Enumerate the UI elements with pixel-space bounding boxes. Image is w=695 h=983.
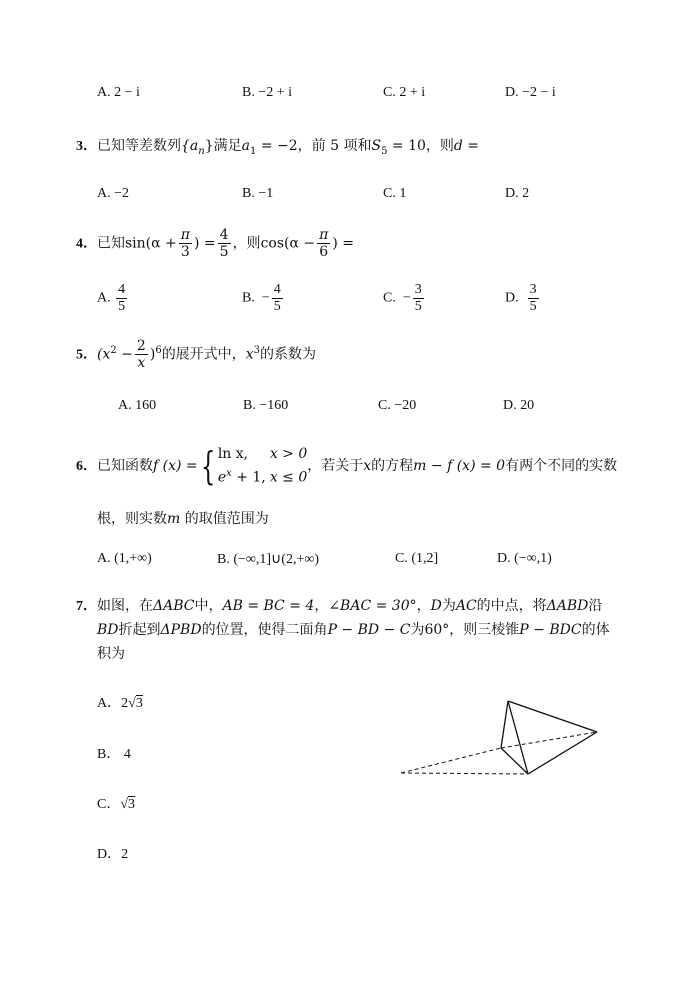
q6-case-2-e: e xyxy=(217,469,227,486)
q3-option-c[interactable]: C. 1 xyxy=(383,186,407,201)
q6-stem xyxy=(76,444,617,488)
q4-frac-pi6-den: 6 xyxy=(319,244,329,260)
q4-option-b-label: B. xyxy=(242,290,255,306)
q7-option-b[interactable]: B． 4 xyxy=(97,747,131,762)
q3-number: 3． xyxy=(76,139,97,154)
q4-option-b-neg: − xyxy=(261,290,270,306)
q6-f: f (x) = xyxy=(153,457,198,474)
q7-abd: ΔABD xyxy=(546,598,589,614)
q6-case-1-expr: ln x, xyxy=(217,446,249,462)
q7-pbd: ΔPBD xyxy=(160,622,202,638)
q7-pyramid-figure xyxy=(395,690,605,780)
q3-s5: S xyxy=(371,138,382,154)
q6-option-b[interactable]: B. (−∞,1]∪(2,+∞) xyxy=(217,552,319,567)
q3-a1-sub: 1 xyxy=(250,145,257,157)
q6-text-2: ，若关于 xyxy=(307,457,364,474)
q7-deg: 60° xyxy=(424,622,450,638)
q4-eq: ) = xyxy=(193,235,216,252)
q6-text-1: 已知函数 xyxy=(97,457,153,474)
q5-sq: 2 xyxy=(110,344,117,356)
q6-option-a[interactable]: A. (1,+∞) xyxy=(97,551,152,566)
q6-case-2-cond: x ≤ 0 xyxy=(269,469,308,486)
q3-text-1: 已知等差数列 xyxy=(97,138,181,154)
q4-option-b-den: 5 xyxy=(273,299,281,314)
q6-line2-b: 的取值范围为 xyxy=(180,511,269,527)
q6-option-d[interactable]: D. (−∞,1) xyxy=(497,551,552,566)
q7-option-c-sqrt-icon: √ xyxy=(120,797,129,812)
q7-l1a: 如图，在 xyxy=(97,598,153,614)
q6-case-1 xyxy=(218,444,307,464)
q4-option-c-neg: − xyxy=(402,290,411,306)
q7-option-a-radicand: 3 xyxy=(135,696,143,711)
q7-l1g: 沿 xyxy=(588,598,603,614)
q7-BD: BD xyxy=(97,622,119,638)
q4-option-d-num: 3 xyxy=(529,282,537,297)
q5-lp: (x xyxy=(97,346,111,363)
q4-cos: cos(α − xyxy=(260,235,316,252)
q4-frac-45-den: 5 xyxy=(219,244,229,260)
q5-text-1: 的展开式中， xyxy=(161,346,246,363)
q3-seq: {a xyxy=(181,138,199,154)
q6-brace: { xyxy=(200,443,215,488)
q7-l1f: 的中点，将 xyxy=(476,598,547,614)
q4-option-a-frac xyxy=(116,282,127,315)
q6-stem-line2 xyxy=(97,508,269,528)
q5-frac-den: x xyxy=(137,355,146,371)
q6-case-2-exp: x xyxy=(226,468,232,479)
q4-option-a-num: 4 xyxy=(118,282,126,297)
q7-l2c: 为 xyxy=(410,622,425,638)
q6-x: x xyxy=(363,457,372,474)
q4-option-c[interactable] xyxy=(383,282,426,315)
q6-case-2 xyxy=(218,464,307,488)
q3-s5-sub: 5 xyxy=(381,145,388,157)
q7-l2b: 的位置，使得二面角 xyxy=(201,622,328,638)
q7-edge-pb xyxy=(501,701,508,748)
q4-option-d-den: 5 xyxy=(529,299,537,314)
q7-l2a: 折起到 xyxy=(118,622,161,638)
q4-option-c-num: 3 xyxy=(414,282,422,297)
q4-option-c-label: C. xyxy=(383,290,396,306)
q7-D: D xyxy=(430,598,442,614)
q5-number: 5． xyxy=(76,347,97,363)
q5-frac-num: 2 xyxy=(136,338,146,354)
q4-text-2: ，则 xyxy=(232,235,261,252)
q5-text-2: 的系数为 xyxy=(259,346,316,363)
q7-option-c[interactable] xyxy=(97,793,135,813)
q5-three: 3 xyxy=(253,344,260,356)
q3-text-3: ，前 5 项和 xyxy=(297,138,372,154)
q7-edge-pc xyxy=(508,701,597,732)
q4-frac-pi6 xyxy=(317,227,330,260)
q7-option-c-label: C． xyxy=(97,797,121,812)
q4-frac-pi6-num: π xyxy=(319,227,329,243)
q7-edge-pd xyxy=(508,701,528,774)
q3-a1-eq: = −2 xyxy=(256,138,298,154)
q3-option-a[interactable]: A. −2 xyxy=(97,186,130,201)
q7-l2d: ，则三棱锥 xyxy=(449,622,520,638)
q7-edge-dc xyxy=(528,732,597,774)
q7-l2e: 的体 xyxy=(581,622,610,638)
q6-m: m xyxy=(167,511,181,527)
q7-stem-line1 xyxy=(76,595,602,615)
q3-option-b[interactable]: B. −1 xyxy=(242,186,274,201)
q7-option-a[interactable] xyxy=(97,692,143,712)
q7-pbdc: P − BDC xyxy=(519,622,582,638)
q3-d-eq: = xyxy=(462,138,480,154)
q4-frac-45-num: 4 xyxy=(219,227,229,243)
q4-sin: sin(α + xyxy=(125,235,177,252)
q2-option-a[interactable]: A. 2 − i xyxy=(97,85,140,100)
q7-option-a-sqrt-icon: √ xyxy=(128,696,136,711)
q5-six: 6 xyxy=(155,344,162,356)
q5-option-b[interactable]: B. −160 xyxy=(243,398,289,413)
q5-frac xyxy=(135,338,148,371)
q6-case-2-rest: + 1, xyxy=(231,469,266,486)
q4-frac-pi3-den: 3 xyxy=(180,244,190,260)
q5-option-d[interactable]: D. 20 xyxy=(503,398,535,413)
q7-l1b: 中， xyxy=(194,598,223,614)
q5-x3: x xyxy=(245,346,254,363)
q4-option-d-frac xyxy=(528,282,539,315)
q4-stem xyxy=(76,227,354,260)
q6-case-1-cond: x > 0 xyxy=(269,446,308,462)
q4-frac-pi3-num: π xyxy=(180,227,190,243)
q7-tri1: ΔABC xyxy=(153,598,195,614)
q6-case-2-expr xyxy=(218,464,270,488)
q3-seq-end: } xyxy=(204,138,214,154)
q7-bac: ∠BAC = 30° xyxy=(328,598,417,614)
q7-option-c-radicand: 3 xyxy=(128,797,136,812)
q6-text-4: 有两个不同的实数 xyxy=(505,457,618,474)
q6-line2-a: 根，则实数 xyxy=(97,511,167,527)
q7-stem-line3: 积为 xyxy=(97,646,125,662)
q5-minus: − xyxy=(116,346,133,363)
q2-option-b[interactable]: B. −2 + i xyxy=(242,85,293,100)
q4-option-b-frac xyxy=(272,282,283,315)
q7-l1c: ， xyxy=(314,598,329,614)
q3-d: d xyxy=(453,138,463,154)
q7-dih: P − BD − C xyxy=(327,622,411,638)
q2-option-d[interactable]: D. −2 − i xyxy=(505,85,556,100)
q3-text-2: 满足 xyxy=(213,138,242,154)
q7-edge-ad-dashed xyxy=(401,773,528,774)
q3-option-d[interactable]: D. 2 xyxy=(505,186,530,201)
q4-number: 4． xyxy=(76,236,97,252)
q6-cases xyxy=(218,444,307,488)
q3-a1: a xyxy=(241,138,250,154)
q4-option-c-frac xyxy=(413,282,424,315)
q2-option-c[interactable]: C. 2 + i xyxy=(383,85,426,100)
q6-number: 6． xyxy=(76,458,97,474)
q3-stem xyxy=(76,135,479,157)
q7-edge-bc-dashed xyxy=(501,732,597,748)
q6-eq: m − f (x) = 0 xyxy=(413,457,506,474)
q5-rp: ) xyxy=(149,346,156,363)
q4-option-a-label: A. xyxy=(97,290,111,306)
q7-l1d: ， xyxy=(416,598,431,614)
q4-option-d-label: D. xyxy=(505,290,519,306)
q4-option-a[interactable] xyxy=(97,282,129,315)
q4-option-b[interactable] xyxy=(242,282,285,315)
q5-option-c[interactable]: C. −20 xyxy=(378,398,417,413)
q3-text-4: ，则 xyxy=(425,138,454,154)
q3-s5-eq: = 10 xyxy=(387,138,426,154)
q4-text-1: 已知 xyxy=(97,235,125,252)
q6-text-3: 的方程 xyxy=(371,457,414,474)
q5-stem xyxy=(76,338,316,371)
q4-option-b-num: 4 xyxy=(273,282,281,297)
q7-AC: AC xyxy=(455,598,477,614)
q5-option-a[interactable]: A. 160 xyxy=(118,398,157,413)
q4-frac-pi3 xyxy=(179,227,192,260)
q4-end: ) = xyxy=(332,235,354,252)
q7-edge-ab-dashed xyxy=(401,748,501,773)
q7-l1e: 为 xyxy=(441,598,456,614)
q4-option-d[interactable] xyxy=(505,282,541,315)
q6-option-c[interactable]: C. (1,2] xyxy=(395,551,439,566)
q7-option-d[interactable]: D．2 xyxy=(97,847,129,862)
q7-stem-line2 xyxy=(97,619,610,639)
q4-option-a-den: 5 xyxy=(118,299,126,314)
q3-seq-sub: n xyxy=(198,145,205,157)
q7-number: 7． xyxy=(76,599,97,614)
q4-frac-45 xyxy=(218,227,231,260)
q7-option-a-label: A．2 xyxy=(97,696,129,711)
q4-option-c-den: 5 xyxy=(414,299,422,314)
q7-ab: AB = BC = 4 xyxy=(222,598,315,614)
